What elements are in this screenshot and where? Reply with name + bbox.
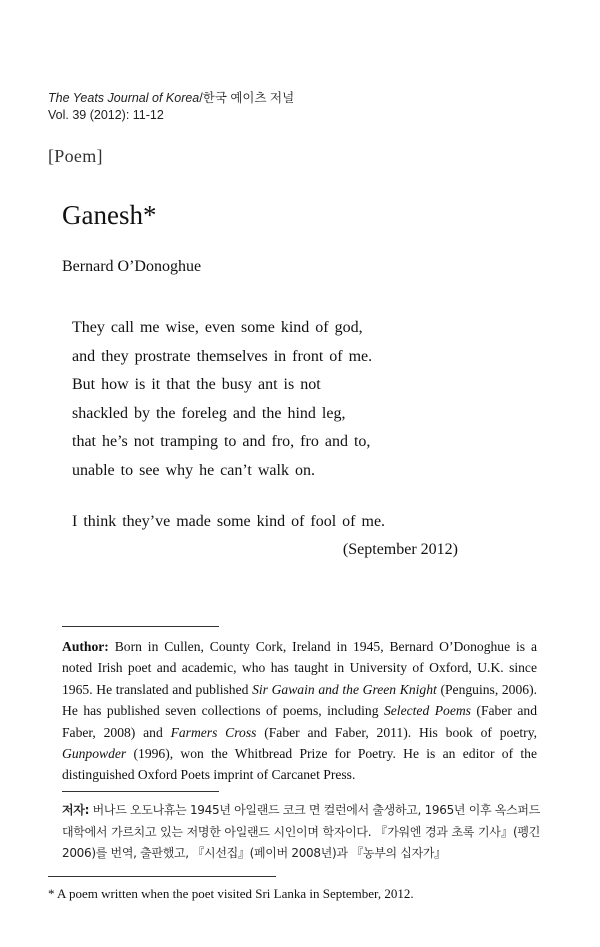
poem-stanza-1 [72, 314, 372, 486]
poem-title: Ganesh* [62, 200, 157, 230]
poem-stanza-2: I think they’ve made some kind of fool of me. [72, 513, 386, 530]
divider [62, 626, 219, 627]
poem-line: unable to see why he can’t walk on. [72, 461, 315, 479]
bio-korean-text: 버나드 오도나휴는 1945년 아일랜드 코크 면 컬런에서 출생하고, 1965년 이후 옥스퍼드대학에서 가르치고 있는 저명한 아일랜드 시인이며 학자이다. 『가워엔 경과 초록 기사』(펭긴 2006)를 번역, 출판했고, 『시선집』(페이버 2008년)과 『농부의 십자가』 [62, 803, 541, 860]
author-bio-korean [62, 800, 540, 865]
poem-line: that he’s not tramping to and fro, fro and to, [72, 433, 371, 451]
divider [62, 791, 219, 792]
footnote: * A poem written when the poet visited Sri Lanka in September, 2012. [48, 886, 414, 901]
poem-line: They call me wise, even some kind of god, [72, 319, 363, 336]
bio-label: Author: [62, 639, 109, 654]
bio-text: (Faber and Faber, 2011). His book of poetry, [256, 724, 538, 740]
bio-text: (Penguins, 2006). He has published seven collections of poems, including [62, 681, 537, 719]
poem-date: (September 2012) [342, 541, 458, 558]
bio-book-title: Selected Poems [383, 703, 471, 719]
bio-text: Born in Cullen, County Cork, Ireland in 1945, Bernard O’Donoghue is a noted Irish poet and academic, who has taught in University of Oxford, U.K. since 1965. He translated and published [62, 639, 537, 697]
author-bio [62, 636, 537, 786]
poem-line: But how is it that the busy ant is not [72, 376, 321, 394]
journal-header [48, 90, 294, 124]
journal-volume: Vol. 39 (2012): 11-12 [48, 108, 164, 122]
footnote-divider [48, 876, 276, 877]
section-label: [Poem] [48, 146, 103, 166]
bio-book-title: Farmers Cross [170, 724, 257, 740]
bio-text: (Faber and Faber, 2008) and [62, 703, 538, 740]
poem-line: and they prostrate themselves in front of me. [72, 347, 373, 365]
bio-book-title: Sir Gawain and the Green Knight [252, 681, 437, 697]
journal-title-korean: /한국 예이츠 저널 [199, 91, 295, 105]
poem-author: Bernard O’Donoghue [62, 258, 202, 275]
bio-korean-label: 저자: [62, 803, 90, 817]
bio-book-title: Gunpowder [62, 746, 127, 762]
poem-line: shackled by the foreleg and the hind leg, [72, 404, 346, 422]
journal-title [48, 90, 294, 107]
journal-title-english: The Yeats Journal of Korea [48, 91, 200, 105]
bio-text: (1996), won the Whitbread Prize for Poetry. He is an editor of the distinguished Oxford Poets imprint of Carcanet Press. [62, 746, 537, 783]
